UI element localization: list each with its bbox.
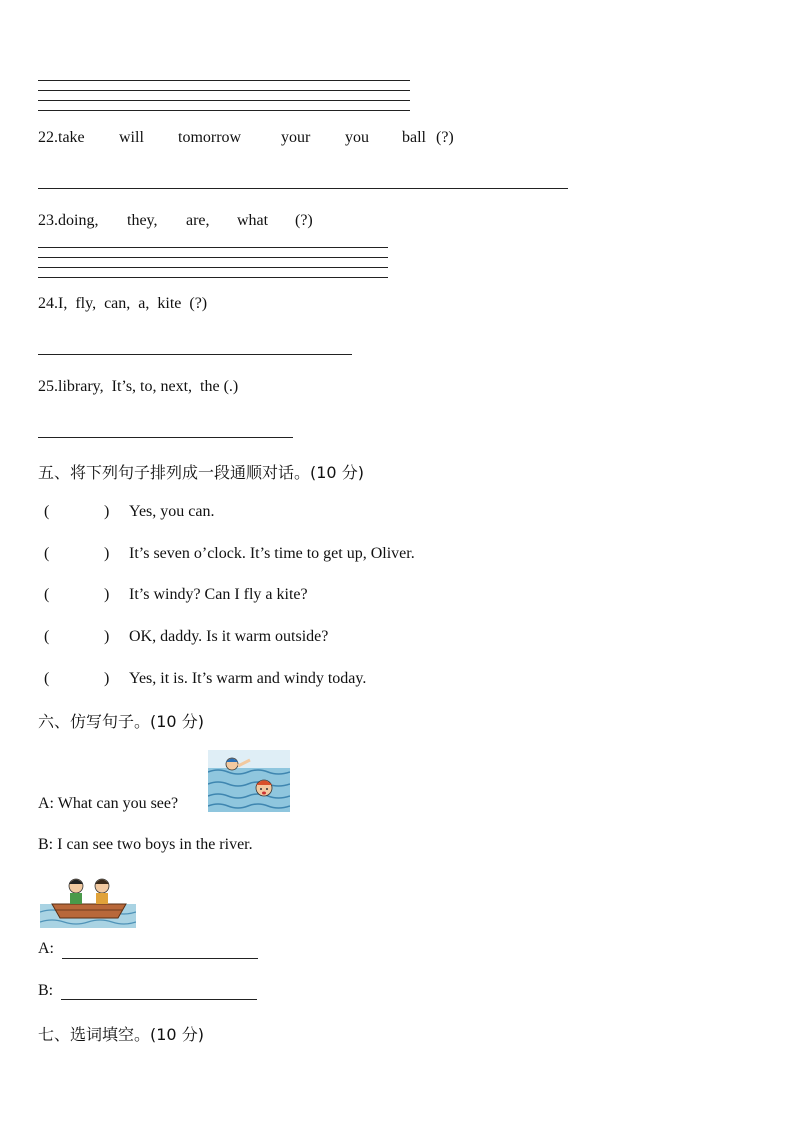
word: they,	[127, 212, 158, 229]
order-blank[interactable]: ( )	[44, 586, 110, 603]
dialogue-line: It’s seven o’clock. It’s time to get up, Oliver.	[129, 545, 415, 562]
word: ball	[402, 129, 426, 146]
answer-line[interactable]	[38, 267, 388, 268]
boat-children-picture	[40, 874, 136, 928]
question-words: I, fly, can, a, kite (?)	[58, 295, 208, 312]
dialogue-line: OK, daddy. Is it warm outside?	[129, 628, 329, 645]
question-number: 22.	[38, 129, 58, 146]
answer-line[interactable]	[38, 354, 352, 355]
word: (?)	[436, 129, 454, 146]
section-7-heading: 七、选词填空。(10 分)	[38, 1025, 204, 1044]
answer-line-b[interactable]	[61, 999, 257, 1000]
order-blank[interactable]: ( )	[44, 628, 110, 645]
order-blank[interactable]: ( )	[44, 503, 110, 520]
question-25	[38, 378, 238, 396]
answer-line-a[interactable]	[62, 958, 258, 959]
word: what	[237, 212, 269, 229]
answer-line[interactable]	[38, 247, 388, 248]
question-number: 25.	[38, 378, 58, 395]
answer-line[interactable]	[38, 80, 410, 81]
swimming-boys-picture	[208, 750, 290, 812]
word: tomorrow	[178, 129, 242, 146]
word: (?)	[295, 212, 313, 229]
word: are,	[186, 212, 210, 229]
word: take	[58, 129, 85, 146]
question-number: 23.	[38, 212, 58, 229]
question-number: 24.	[38, 295, 58, 312]
answer-line[interactable]	[38, 277, 388, 278]
answer-line[interactable]	[38, 188, 568, 189]
question-23	[38, 212, 313, 230]
question-24	[38, 295, 207, 313]
dialogue-line: Yes, you can.	[129, 503, 215, 520]
answer-a-label: A:	[38, 940, 54, 957]
dialogue-line: Yes, it is. It’s warm and windy today.	[129, 670, 367, 687]
answer-b-label: B:	[38, 982, 54, 999]
answer-line[interactable]	[38, 90, 410, 91]
order-blank[interactable]: ( )	[44, 670, 110, 687]
word: doing,	[58, 212, 99, 229]
answer-line[interactable]	[38, 257, 388, 258]
answer-line[interactable]	[38, 100, 410, 101]
example-question: A: What can you see?	[38, 795, 179, 812]
order-blank[interactable]: ( )	[44, 545, 110, 562]
dialogue-line: It’s windy? Can I fly a kite?	[129, 586, 308, 603]
word: will	[119, 129, 144, 146]
word: you	[345, 129, 369, 146]
question-22	[38, 129, 454, 147]
section-5-heading: 五、将下列句子排列成一段通顺对话。(10 分)	[38, 463, 364, 482]
example-answer: B: I can see two boys in the river.	[38, 836, 253, 853]
answer-line[interactable]	[38, 110, 410, 111]
word: your	[281, 129, 311, 146]
section-6-heading: 六、仿写句子。(10 分)	[38, 712, 204, 731]
question-words: library, It’s, to, next, the (.)	[58, 378, 239, 395]
answer-line[interactable]	[38, 437, 293, 438]
